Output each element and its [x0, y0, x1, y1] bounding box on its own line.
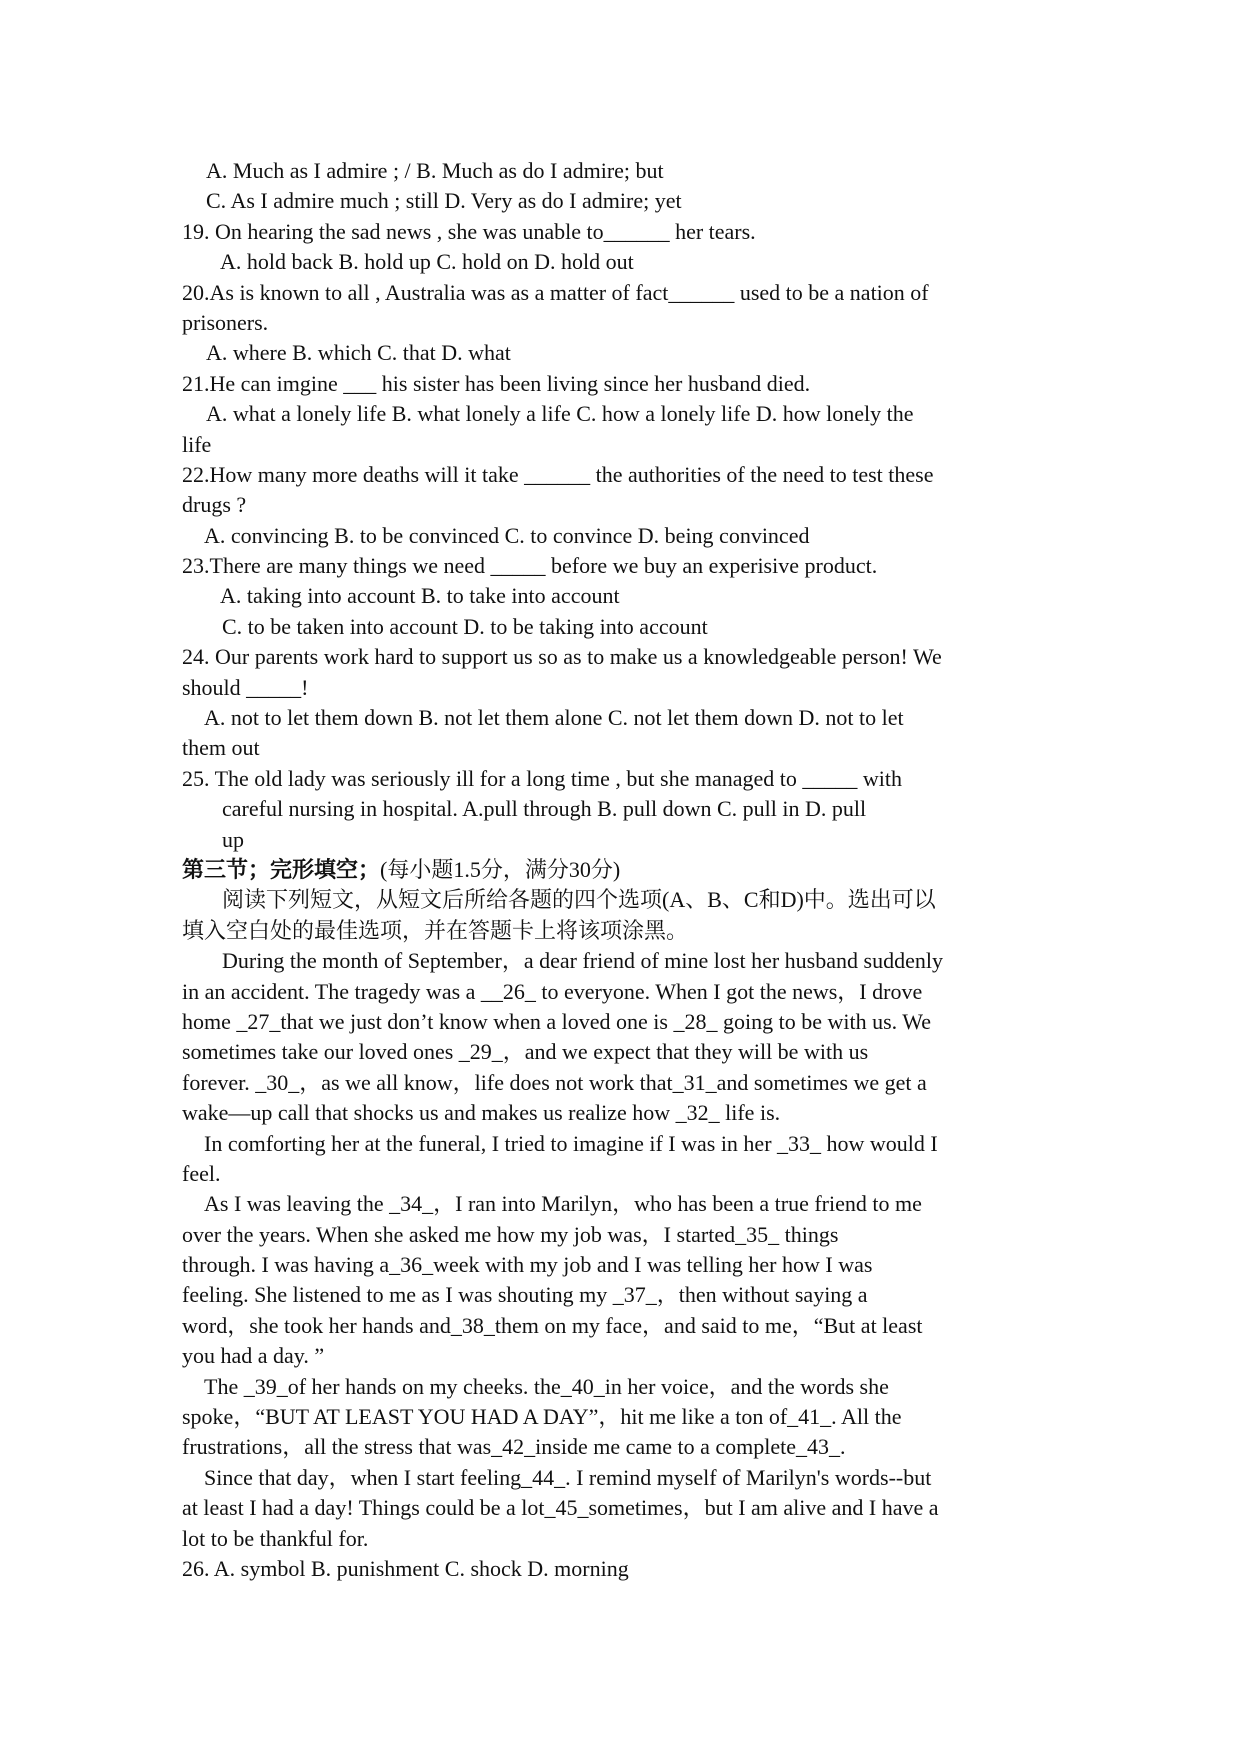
text-line: life [182, 431, 212, 457]
text-line: A. not to let them down B. not let them alone C. not let them down D. not to let [204, 705, 904, 731]
text-line: A. where B. which C. that D. what [206, 340, 511, 366]
text-line: C. to be taken into account D. to be taking into account [222, 613, 708, 639]
text-line: should _____! [182, 674, 309, 700]
passage-line: In comforting her at the funeral, I tried to imagine if I was in her _33_ how would I [204, 1130, 938, 1156]
text-line: C. As I admire much ; still D. Very as do I admire; yet [206, 188, 682, 214]
section-heading: 第三节；完形填空； [182, 856, 381, 882]
text-line: A. convincing B. to be convinced C. to convince D. being convinced [204, 522, 810, 548]
passage-line: The _39_of her hands on my cheeks. the_40_in her voice，and the words she [204, 1373, 889, 1399]
instruction-line-1: 阅读下列短文，从短文后所给各题的四个选项(A、B、C和D)中。选出可以 [222, 887, 936, 913]
text-line: 24. Our parents work hard to support us so as to make us a knowledgeable person! We [182, 644, 942, 670]
passage-line: feel. [182, 1160, 221, 1186]
text-line: A. what a lonely life B. what lonely a life C. how a lonely life D. how lonely the [206, 401, 914, 427]
instruction-line-2: 填入空白处的最佳选项，并在答题卡上将该项涂黑。 [182, 917, 689, 943]
passage-line: forever. _30_，as we all know，life does not work that_31_and sometimes we get a [182, 1069, 927, 1095]
text-line: A. Much as I admire ; / B. Much as do I admire; but [206, 158, 664, 183]
text-line: 20.As is known to all , Australia was as a matter of fact______ used to be a nation of [182, 279, 929, 305]
passage-line: you had a day. ” [182, 1343, 325, 1369]
text-line: up [222, 826, 244, 852]
question-lines [182, 156, 1062, 855]
text-line: them out [182, 735, 260, 761]
passage-line: sometimes take our loved ones _29_，and we expect that they will be with us [182, 1039, 869, 1065]
section-note: (每小题1.5分，满分30分) [380, 856, 621, 882]
passage-line: over the years. When she asked me how my job was，I started_35_ things [182, 1221, 839, 1247]
passage-line: spoke，“BUT AT LEAST YOU HAD A DAY”，hit me like a ton of_41_. All the [182, 1404, 902, 1430]
text-line: 25. The old lady was seriously ill for a long time , but she managed to _____ with [182, 765, 902, 791]
passage-line: word，she took her hands and_38_them on my face，and said to me，“But at least [182, 1312, 923, 1338]
section-heading-line [182, 855, 1062, 885]
passage-line: wake—up call that shocks us and makes us realize how _32_ life is. [182, 1100, 781, 1126]
passage-line: lot to be thankful for. [182, 1525, 369, 1551]
passage-line: home _27_that we just don’t know when a loved one is _28_ going to be with us. We [182, 1008, 931, 1034]
passage-line: 26. A. symbol B. punishment C. shock D. morning [182, 1555, 629, 1581]
text-line: careful nursing in hospital. A.pull through B. pull down C. pull in D. pull [222, 796, 867, 822]
passage-line: through. I was having a_36_week with my job and I was telling her how I was [182, 1252, 873, 1278]
text-line: 19. On hearing the sad news , she was unable to______ her tears. [182, 218, 756, 244]
text-line: prisoners. [182, 309, 269, 335]
exam-page [182, 156, 1062, 1584]
cloze-passage [182, 946, 1062, 1584]
text-line: 21.He can imgine ___ his sister has been living since her husband died. [182, 370, 811, 396]
text-line: drugs ? [182, 492, 247, 518]
passage-line: frustrations，all the stress that was_42_inside me came to a complete_43_. [182, 1434, 846, 1460]
text-line: A. hold back B. hold up C. hold on D. hold out [220, 249, 634, 275]
passage-line: As I was leaving the _34_，I ran into Marilyn，who has been a true friend to me [204, 1191, 922, 1217]
text-line: 22.How many more deaths will it take ______ the authorities of the need to test these [182, 461, 934, 487]
passage-line: Since that day，when I start feeling_44_. I remind myself of Marilyn's words--but [204, 1464, 932, 1490]
passage-line: feeling. She listened to me as I was shouting my _37_，then without saying a [182, 1282, 868, 1308]
passage-line: in an accident. The tragedy was a __26_ to everyone. When I got the news，I drove [182, 978, 923, 1004]
text-line: A. taking into account B. to take into account [220, 583, 620, 609]
text-line: 23.There are many things we need _____ before we buy an experisive product. [182, 553, 878, 579]
passage-line: at least I had a day! Things could be a lot_45_sometimes，but I am alive and I have a [182, 1495, 939, 1521]
passage-line: During the month of September，a dear friend of mine lost her husband suddenly [222, 948, 943, 974]
